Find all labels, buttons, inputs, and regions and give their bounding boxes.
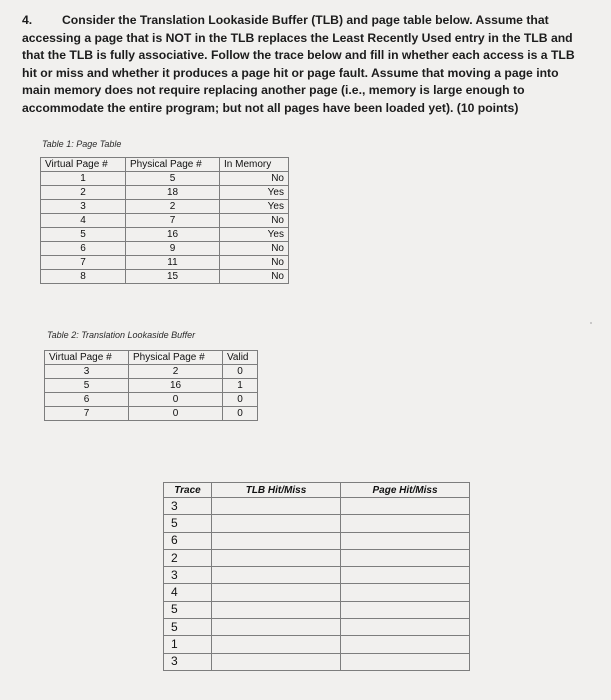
tlb-table-row — [45, 393, 258, 407]
page-hit-miss-answer-cell[interactable] — [341, 636, 470, 653]
page-table-virtual-cell: 2 — [41, 186, 126, 200]
trace-row — [164, 584, 470, 601]
trace-header: Trace — [164, 483, 212, 498]
page-table-inmemory-cell: No — [220, 242, 289, 256]
tlb-virtual-cell: 5 — [45, 379, 129, 393]
page-table-header-inmemory: In Memory — [220, 158, 289, 172]
tlb-virtual-cell: 6 — [45, 393, 129, 407]
tlb-physical-cell: 16 — [129, 379, 223, 393]
page-hit-miss-answer-cell[interactable] — [341, 567, 470, 584]
page-table-inmemory-cell: No — [220, 172, 289, 186]
tlb-table — [44, 350, 258, 421]
page-table-virtual-cell: 7 — [41, 256, 126, 270]
problem-statement — [22, 12, 582, 118]
tlb-valid-cell: 0 — [223, 393, 258, 407]
page-hit-miss-answer-cell[interactable] — [341, 619, 470, 636]
tlb-hit-miss-answer-cell[interactable] — [212, 498, 341, 515]
page-table-row — [41, 172, 289, 186]
paper-speck — [590, 322, 592, 324]
tlb-table-header-valid: Valid — [223, 351, 258, 365]
tlb-hit-miss-answer-cell[interactable] — [212, 515, 341, 532]
page-table-inmemory-cell: No — [220, 214, 289, 228]
page-table-row — [41, 270, 289, 284]
page-table-virtual-cell: 5 — [41, 228, 126, 242]
problem-number: 4. — [22, 13, 33, 27]
page-table-header-physical: Physical Page # — [126, 158, 220, 172]
page-table-inmemory-cell: No — [220, 270, 289, 284]
tlb-hit-miss-answer-cell[interactable] — [212, 653, 341, 670]
trace-row — [164, 619, 470, 636]
page-hit-miss-answer-cell[interactable] — [341, 515, 470, 532]
tlb-hit-miss-answer-cell[interactable] — [212, 601, 341, 618]
page-table-virtual-cell: 1 — [41, 172, 126, 186]
tlb-physical-cell: 0 — [129, 393, 223, 407]
trace-value: 5 — [164, 601, 212, 618]
tlb-valid-cell: 1 — [223, 379, 258, 393]
page-table-inmemory-cell: Yes — [220, 228, 289, 242]
tlb-table-caption: Table 2: Translation Lookaside Buffer — [47, 330, 196, 340]
page-table-inmemory-cell: No — [220, 256, 289, 270]
tlb-valid-cell: 0 — [223, 365, 258, 379]
page-table-inmemory-cell: Yes — [220, 186, 289, 200]
page-table-header-virtual: Virtual Page # — [41, 158, 126, 172]
page-table-row — [41, 200, 289, 214]
page-hit-miss-answer-cell[interactable] — [341, 532, 470, 549]
page-table-caption: Table 1: Page Table — [42, 139, 122, 149]
page-table-physical-cell: 15 — [126, 270, 220, 284]
tlb-hit-miss-answer-cell[interactable] — [212, 584, 341, 601]
trace-value: 4 — [164, 584, 212, 601]
trace-value: 2 — [164, 549, 212, 566]
problem-text: Consider the Translation Lookaside Buffer (TLB) and page table below. Assume that accessing a page that is NOT in the TLB replaces the Least Recently Used entry in the TLB and that the TLB is fully associative. Follow the trace below and fill in whether each access is a TLB hit or miss and whether it produces a page hit or page fault. Assume that moving a page into main memory does not require replacing another page (i.e., memory is large enough to accommodate the entire program; but not all pages have been loaded yet). (10 points) — [22, 13, 575, 115]
tlb-hit-miss-answer-cell[interactable] — [212, 532, 341, 549]
trace-row — [164, 567, 470, 584]
page-table-virtual-cell: 4 — [41, 214, 126, 228]
page-hit-miss-answer-cell[interactable] — [341, 601, 470, 618]
page-table-physical-cell: 7 — [126, 214, 220, 228]
page-table-row — [41, 214, 289, 228]
page-table-row — [41, 186, 289, 200]
tlb-table-header-physical: Physical Page # — [129, 351, 223, 365]
tlb-hit-miss-header: TLB Hit/Miss — [212, 483, 341, 498]
trace-value: 6 — [164, 532, 212, 549]
tlb-hit-miss-answer-cell[interactable] — [212, 549, 341, 566]
tlb-hit-miss-answer-cell[interactable] — [212, 636, 341, 653]
tlb-physical-cell: 0 — [129, 407, 223, 421]
trace-row — [164, 653, 470, 670]
trace-value: 3 — [164, 567, 212, 584]
page-table-row — [41, 228, 289, 242]
page-table — [40, 157, 289, 284]
page-hit-miss-header: Page Hit/Miss — [341, 483, 470, 498]
tlb-table-header-virtual: Virtual Page # — [45, 351, 129, 365]
page-table-physical-cell: 2 — [126, 200, 220, 214]
tlb-virtual-cell: 7 — [45, 407, 129, 421]
trace-row — [164, 498, 470, 515]
page-table-inmemory-cell: Yes — [220, 200, 289, 214]
tlb-valid-cell: 0 — [223, 407, 258, 421]
trace-row — [164, 532, 470, 549]
trace-row — [164, 515, 470, 532]
page-hit-miss-answer-cell[interactable] — [341, 653, 470, 670]
trace-value: 3 — [164, 653, 212, 670]
trace-row — [164, 549, 470, 566]
page-hit-miss-answer-cell[interactable] — [341, 549, 470, 566]
trace-value: 3 — [164, 498, 212, 515]
page-hit-miss-answer-cell[interactable] — [341, 498, 470, 515]
tlb-table-row — [45, 407, 258, 421]
trace-row — [164, 601, 470, 618]
tlb-physical-cell: 2 — [129, 365, 223, 379]
tlb-table-row — [45, 365, 258, 379]
page-table-virtual-cell: 8 — [41, 270, 126, 284]
page-hit-miss-answer-cell[interactable] — [341, 584, 470, 601]
tlb-table-row — [45, 379, 258, 393]
page-table-physical-cell: 16 — [126, 228, 220, 242]
page-table-physical-cell: 11 — [126, 256, 220, 270]
page-table-row — [41, 256, 289, 270]
trace-value: 5 — [164, 619, 212, 636]
page-table-virtual-cell: 3 — [41, 200, 126, 214]
trace-value: 1 — [164, 636, 212, 653]
page-table-row — [41, 242, 289, 256]
page-table-physical-cell: 18 — [126, 186, 220, 200]
tlb-hit-miss-answer-cell[interactable] — [212, 619, 341, 636]
tlb-hit-miss-answer-cell[interactable] — [212, 567, 341, 584]
trace-value: 5 — [164, 515, 212, 532]
tlb-virtual-cell: 3 — [45, 365, 129, 379]
page-table-physical-cell: 5 — [126, 172, 220, 186]
page-table-physical-cell: 9 — [126, 242, 220, 256]
trace-table — [163, 482, 470, 671]
trace-row — [164, 636, 470, 653]
page-table-virtual-cell: 6 — [41, 242, 126, 256]
